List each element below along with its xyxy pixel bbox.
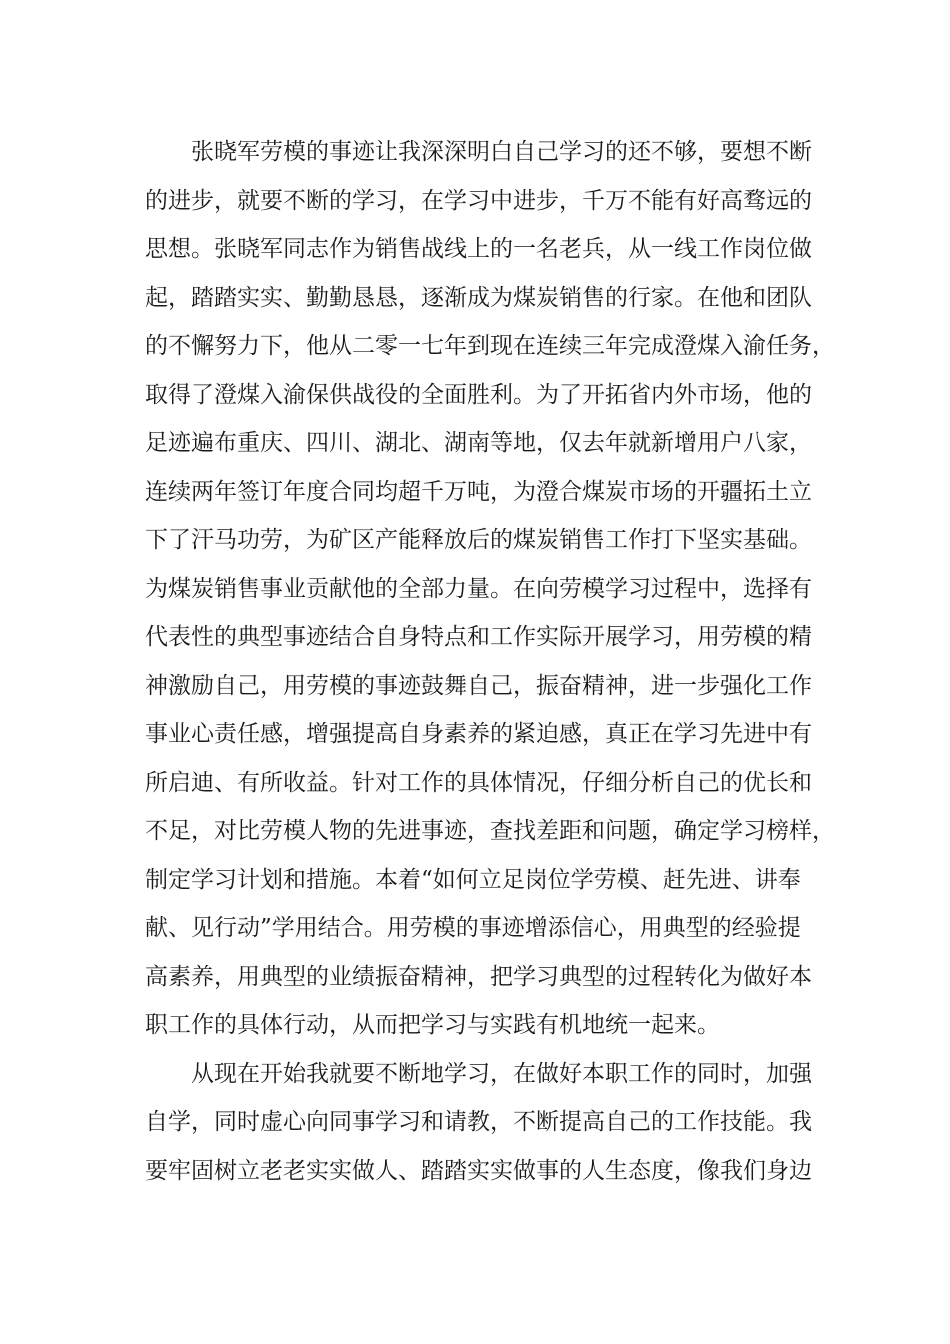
text-line: 制定学习计划和措施。本着“如何立足岗位学劳模、赶先进、讲奉 — [145, 866, 801, 893]
text-line: 不足，对比劳模人物的先进事迹，查找差距和问题，确定学习榜样， — [145, 818, 835, 844]
text-line: 要牢固树立老老实实做人、踏踏实实做事的人生态度，像我们身边 — [145, 1157, 812, 1184]
paragraph-2 — [145, 1050, 825, 1196]
text-line: 所启迪、有所收益。针对工作的具体情况，仔细分析自己的优长和 — [145, 769, 812, 796]
text-line: 的不懈努力下，他从二零一七年到现在连续三年完成澄煤入渝任务， — [145, 333, 835, 359]
text-line: 思想。张晓军同志作为销售战线上的一名老兵，从一线工作岗位做 — [145, 236, 812, 262]
text-line: 连续两年签订年度合同均超千万吨，为澄合煤炭市场的开疆拓土立 — [145, 478, 812, 505]
text-line: 足迹遍布重庆、四川、湖北、湖南等地，仅去年就新增用户八家， — [145, 430, 812, 456]
text-line: 从现在开始我就要不断地学习，在做好本职工作的同时，加强 — [191, 1060, 812, 1087]
text-line: 神激励自己，用劳模的事迹鼓舞自己，振奋精神，进一步强化工作 — [145, 672, 812, 699]
text-line: 职工作的具体行动，从而把学习与实践有机地统一起来。 — [145, 1012, 720, 1038]
text-line: 献、见行动”学用结合。用劳模的事迹增添信心，用典型的经验提 — [145, 915, 801, 941]
paragraph-1 — [145, 128, 835, 1050]
text-line: 起，踏踏实实、勤勤恳恳，逐渐成为煤炭销售的行家。在他和团队 — [145, 284, 812, 311]
document-body — [145, 128, 835, 1195]
text-line: 取得了澄煤入渝保供战役的全面胜利。为了开拓省内外市场，他的 — [145, 381, 812, 408]
text-line: 下了汗马功劳，为矿区产能释放后的煤炭销售工作打下坚实基础。 — [145, 527, 812, 553]
text-line: 为煤炭销售事业贡献他的全部力量。在向劳模学习过程中，选择有 — [145, 575, 812, 602]
text-line: 的进步，就要不断的学习，在学习中进步，千万不能有好高骛远的 — [145, 187, 812, 214]
text-line: 高素养，用典型的业绩振奋精神，把学习典型的过程转化为做好本 — [145, 963, 812, 990]
text-line: 事业心责任感，增强提高自身素养的紧迫感，真正在学习先进中有 — [145, 721, 812, 747]
text-line: 代表性的典型事迹结合自身特点和工作实际开展学习，用劳模的精 — [145, 624, 812, 650]
text-line: 自学，同时虚心向同事学习和请教，不断提高自己的工作技能。我 — [145, 1109, 812, 1135]
text-line: 张晓军劳模的事迹让我深深明白自己学习的还不够，要想不断 — [191, 139, 812, 165]
